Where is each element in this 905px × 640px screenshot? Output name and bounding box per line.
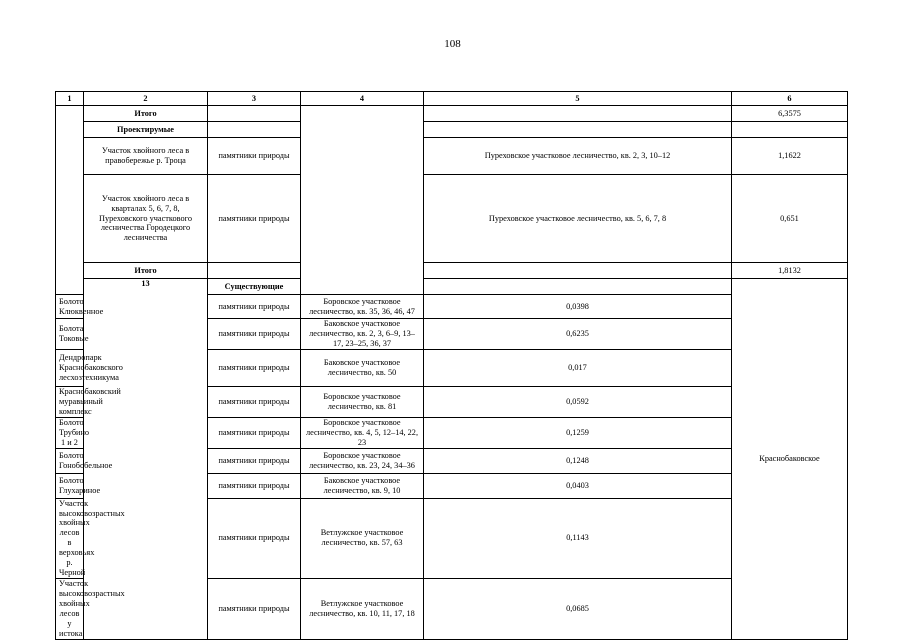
site-area: 0,1259 — [424, 417, 732, 448]
table-row — [56, 122, 848, 138]
header-cell: 6 — [732, 92, 848, 106]
section-label: Проектирумые — [84, 122, 208, 138]
site-name: Участок хвойного леса в правобережье р. Троца — [84, 138, 208, 175]
header-cell: 3 — [208, 92, 301, 106]
section-number: 13 — [84, 279, 208, 640]
site-type: памятники природы — [208, 319, 301, 350]
empty-cell — [424, 106, 732, 122]
site-location: Боровское участковое лесничество, кв. 23, 24, 34–36 — [301, 448, 424, 473]
page-number: 108 — [444, 38, 461, 50]
site-location: Пуреховское участковое лесничество, кв. 2, 3, 10–12 — [424, 138, 732, 175]
site-type: памятники природы — [208, 386, 301, 417]
header-cell: 1 — [56, 92, 84, 106]
site-area: 1,1622 — [732, 138, 848, 175]
site-type: памятники природы — [208, 295, 301, 319]
site-name: Участок хвойного леса в кварталах 5, 6, 7, 8, Пуреховского участкового лесничества Городецкого лесничества — [84, 175, 208, 263]
site-name: Краснобаковский муравьиный комплекс — [56, 386, 84, 417]
site-location: Пуреховское участковое лесничество, кв. 5, 6, 7, 8 — [424, 175, 732, 263]
section-label: Существующие — [208, 279, 301, 295]
site-area: 0,1143 — [424, 498, 732, 579]
site-area: 0,0592 — [424, 386, 732, 417]
site-name: Болото Глухариное — [56, 473, 84, 498]
district-name: Краснобаковское — [732, 279, 848, 640]
header-cell: 2 — [84, 92, 208, 106]
site-type: памятники природы — [208, 448, 301, 473]
site-type: памятники природы — [208, 579, 301, 640]
site-name: Болото Клюквенное — [56, 295, 84, 319]
site-area: 0,0398 — [424, 295, 732, 319]
header-cell: 5 — [424, 92, 732, 106]
empty-cell — [424, 263, 732, 279]
total-label: Итого — [84, 106, 208, 122]
total-value: 1,8132 — [732, 263, 848, 279]
site-location: Боровское участковое лесничество, кв. 81 — [301, 386, 424, 417]
site-area: 0,0685 — [424, 579, 732, 640]
empty-cell — [208, 106, 301, 122]
table-header-row — [56, 92, 848, 106]
protected-areas-table — [55, 91, 848, 640]
number-cell-empty — [56, 106, 84, 295]
site-area: 0,1248 — [424, 448, 732, 473]
site-area: 0,017 — [424, 349, 732, 386]
district-cell-empty — [301, 106, 424, 295]
total-label: Итого — [84, 263, 208, 279]
site-area: 0,651 — [732, 175, 848, 263]
empty-cell — [208, 263, 301, 279]
site-area: 0,6235 — [424, 319, 732, 350]
empty-cell — [424, 279, 732, 295]
site-type: памятники природы — [208, 498, 301, 579]
site-name: Участок высоковозрастных хвойных лесов у истока — [56, 579, 84, 640]
table-row — [56, 106, 848, 122]
site-type: памятники природы — [208, 417, 301, 448]
site-name: Болото Трубино 1 и 2 — [56, 417, 84, 448]
empty-cell — [732, 122, 848, 138]
site-type: памятники природы — [208, 138, 301, 175]
site-name: Дендропарк Краснобаковского лесхозтехникума — [56, 349, 84, 386]
site-type: памятники природы — [208, 473, 301, 498]
site-name: Болото Гонобобельное — [56, 448, 84, 473]
site-location: Баковское участковое лесничество, кв. 2, 3, 6–9, 13–17, 23–25, 36, 37 — [301, 319, 424, 350]
table-row — [56, 279, 848, 295]
site-location: Боровское участковое лесничество, кв. 4, 5, 12–14, 22, 23 — [301, 417, 424, 448]
table-row — [56, 175, 848, 263]
site-type: памятники природы — [208, 349, 301, 386]
site-area: 0,0403 — [424, 473, 732, 498]
empty-cell — [208, 122, 301, 138]
table-row — [56, 138, 848, 175]
site-location: Боровское участковое лесничество, кв. 35, 36, 46, 47 — [301, 295, 424, 319]
site-location: Ветлужское участковое лесничество, кв. 57, 63 — [301, 498, 424, 579]
header-cell: 4 — [301, 92, 424, 106]
site-type: памятники природы — [208, 175, 301, 263]
total-value: 6,3575 — [732, 106, 848, 122]
site-location: Баковское участковое лесничество, кв. 50 — [301, 349, 424, 386]
table-row — [56, 263, 848, 279]
site-name: Участок высоковозрастных хвойных лесов в верховьях р. Черной — [56, 498, 84, 579]
empty-cell — [424, 122, 732, 138]
site-location: Баковское участковое лесничество, кв. 9, 10 — [301, 473, 424, 498]
site-location: Ветлужское участковое лесничество, кв. 10, 11, 17, 18 — [301, 579, 424, 640]
site-name: Болота Токовые — [56, 319, 84, 350]
